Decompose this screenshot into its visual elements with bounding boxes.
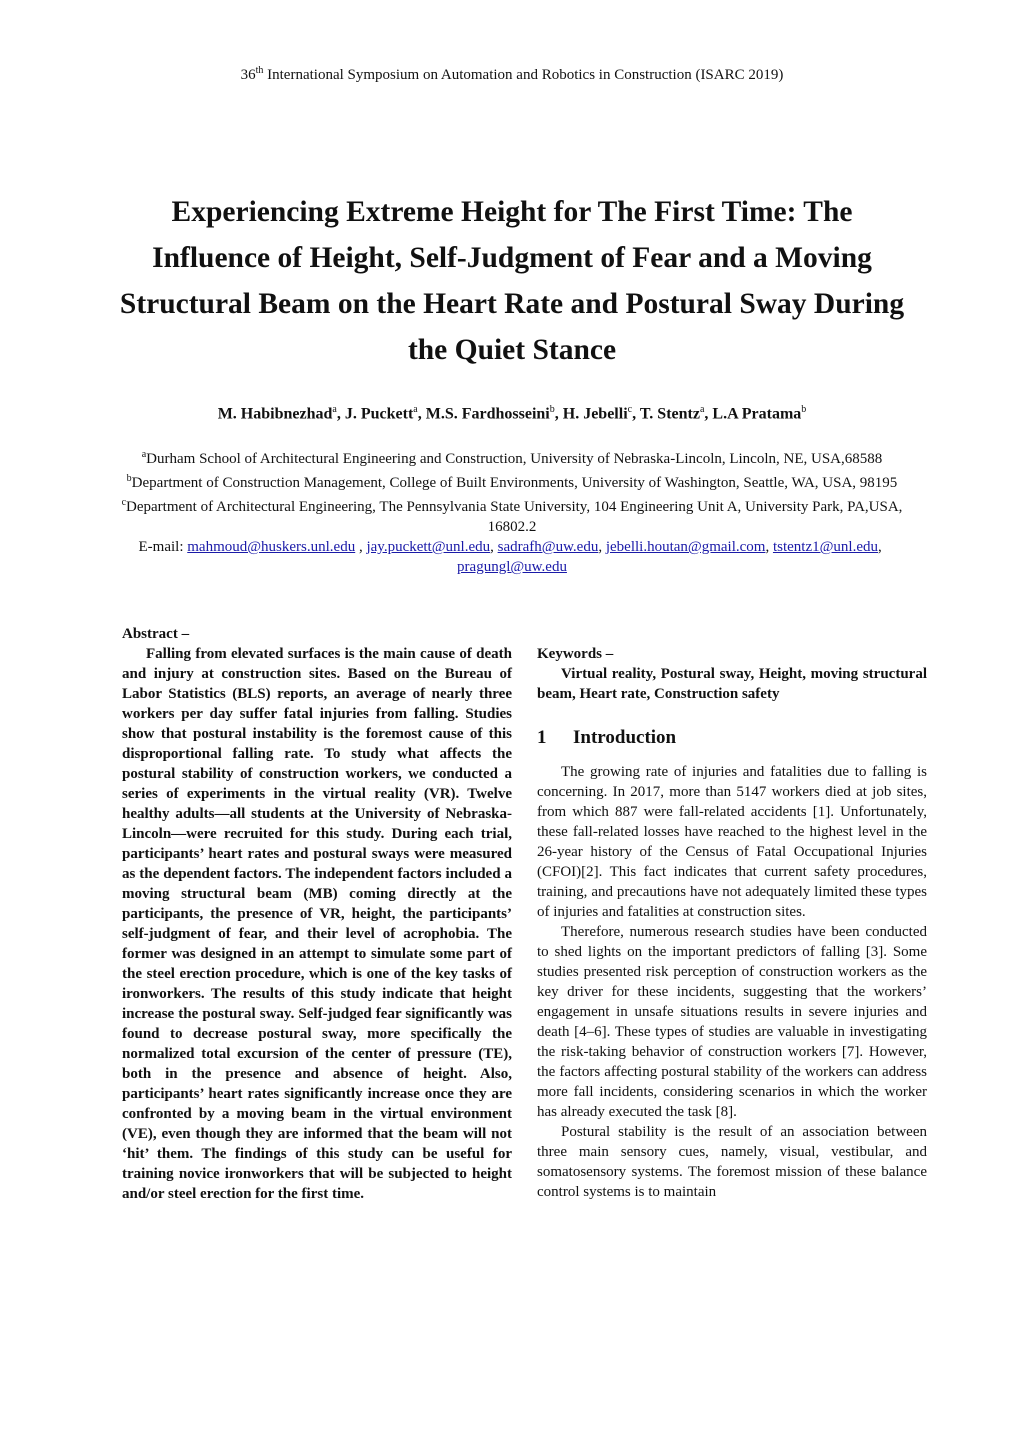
email-label: E-mail: <box>138 539 188 555</box>
header-suffix: International Symposium on Automation and Robotics in Construction (ISARC 2019) <box>263 67 784 83</box>
abstract-heading: Abstract – <box>122 626 190 642</box>
header-superscript: th <box>255 65 264 76</box>
author: H. Jebelli <box>562 405 628 423</box>
author-affiliation-mark: b <box>549 404 555 415</box>
author-affiliation-mark: b <box>801 404 807 415</box>
email-link[interactable]: pragungl@uw.edu <box>457 559 567 575</box>
keywords-heading: Keywords – <box>537 646 614 662</box>
running-header <box>0 61 1024 85</box>
author: T. Stentz <box>639 405 700 423</box>
section-title: Introduction <box>573 727 677 748</box>
paragraph: Therefore, numerous research studies have been conducted to shed lights on the important predictors of falling [3]. Some studies presented risk perception of construction workers as the key driver for these incidents, suggesting that the workers’ engagement in unsafe situations results in severe injuries and death [4–6]. These types of studies are valuable in investigating the risk-taking behavior of construction workers [7]. However, the factors affecting postural stability of the workers can address more fall incidents, considering scenarios in which the worker has already executed the task [8]. <box>537 924 927 1120</box>
email-link[interactable]: jay.puckett@unl.edu <box>366 539 491 555</box>
email-link[interactable]: jebelli.houtan@gmail.com <box>605 539 766 555</box>
keywords-text: Virtual reality, Postural sway, Height, moving structural beam, Heart rate, Construction safety <box>537 666 927 702</box>
email-link[interactable]: sadrafh@uw.edu <box>497 539 599 555</box>
right-column <box>537 644 927 1202</box>
author-list: M. Habibnezhad$^a$, J. Puckett$^a$, M.S. Fardhosseini$^b$, H. Jebelli$^c$, T. Stentz$^a$, L.A Pratama$^b$ <box>217 404 807 423</box>
affiliation-b: $^b$Department of Construction Management, College of Built Environments, University of Washington, Seattle, WA, USA, 98195 <box>126 473 898 491</box>
author-affiliation-mark: a <box>332 404 337 415</box>
author: M.S. Fardhosseini <box>425 405 550 423</box>
abstract-text: Falling from elevated surfaces is the main cause of death and injury at construction sites. Based on the Bureau of Labor Statistics (BLS) reports, an average of nearly three workers per day suffer fatal injuries from falling. Studies show that postural instability is the foremost cause of this disproportional falling rate. To study what affects the postural stability of construction workers, we conducted a series of experiments in the virtual reality (VR). Twelve healthy adults—all students at the University of Nebraska-Lincoln—were recruited for this study. During each trial, participants’ heart rates and postural sways were measured as the dependent factors. The independent factors included a moving structural beam (MB) coming directly at the participants, the presence of VR, height, the participants’ self-judgment of fear, and their level of acrophobia. The former was designed in an attempt to simulate some part of the steel erection procedure, which is one of the key tasks of ironworkers. The results of this study indicate that height increase the postural sway. Self-judged fear significantly was found to decrease postural sway, more specifically the normalized total excursion of the center of pressure (TE), both in the presence and absence of height. Also, participants’ heart rates significantly increase once they are confronted by a moving beam in the virtual environment (VE), even though they are informed that the beam will not ‘hit’ them. The findings of this study can be useful for training novice ironworkers that will be subjected to height and/or steel erection for the first time. <box>122 646 512 1202</box>
section-number: 1 <box>537 727 547 748</box>
paragraph: The growing rate of injuries and fatalities due to falling is concerning. In 2017, more than 5147 workers died at job sites, from which 887 were fall-related accidents [1]. Unfortunately, these fall-related losses have reached to the highest level in the 26-year history of the Census of Fatal Occupational Injuries (CFOI)[2]. This fact indicates that current safety procedures, training, and precautions have not adequately limited these types of injuries and fatalities at construction sites. <box>537 764 927 920</box>
header-prefix: 36 <box>240 67 256 83</box>
section-heading-introduction <box>537 726 927 750</box>
email-link[interactable]: mahmoud@huskers.unl.edu <box>187 539 356 555</box>
author: J. Puckett <box>344 405 414 423</box>
author: L.A Pratama <box>712 405 802 423</box>
author-affiliation-mark: a <box>413 404 418 415</box>
affiliation-a: $^a$Durham School of Architectural Engineering and Construction, University of Nebraska-Lincoln, Lincoln, NE, USA,68588 <box>141 449 883 467</box>
author-affiliation-mark: a <box>699 404 705 415</box>
left-column <box>122 624 512 1204</box>
affiliations <box>120 445 904 577</box>
paragraph: Postural stability is the result of an association between three main sensory cues, namely, visual, vestibular, and somatosensory systems. The foremost mission of these balance control systems is to maintain <box>537 1124 927 1200</box>
paper-title: Experiencing Extreme Height for The First Time: The Influence of Height, Self-Judgment of Fear and a Moving Structural Beam on the Heart Rate and Postural Sway During the Quiet Stance <box>119 196 905 366</box>
author-affiliation-mark: c <box>627 404 633 415</box>
email-line: E-mail: mahmoud@huskers.unl.edu , jay.puckett@unl.edu, sadrafh@uw.edu, jebelli.houtan@gmail.com, tstentz1@unl.edu, pragungl@uw.edu <box>138 539 886 575</box>
author: M. Habibnezhad <box>217 405 333 423</box>
affiliation-c: $^c$Department of Architectural Engineering, The Pennsylvania State University, 104 Engineering Unit A, University Park, PA,USA, 16802.2 <box>121 497 903 535</box>
email-link[interactable]: tstentz1@unl.edu <box>772 539 878 555</box>
